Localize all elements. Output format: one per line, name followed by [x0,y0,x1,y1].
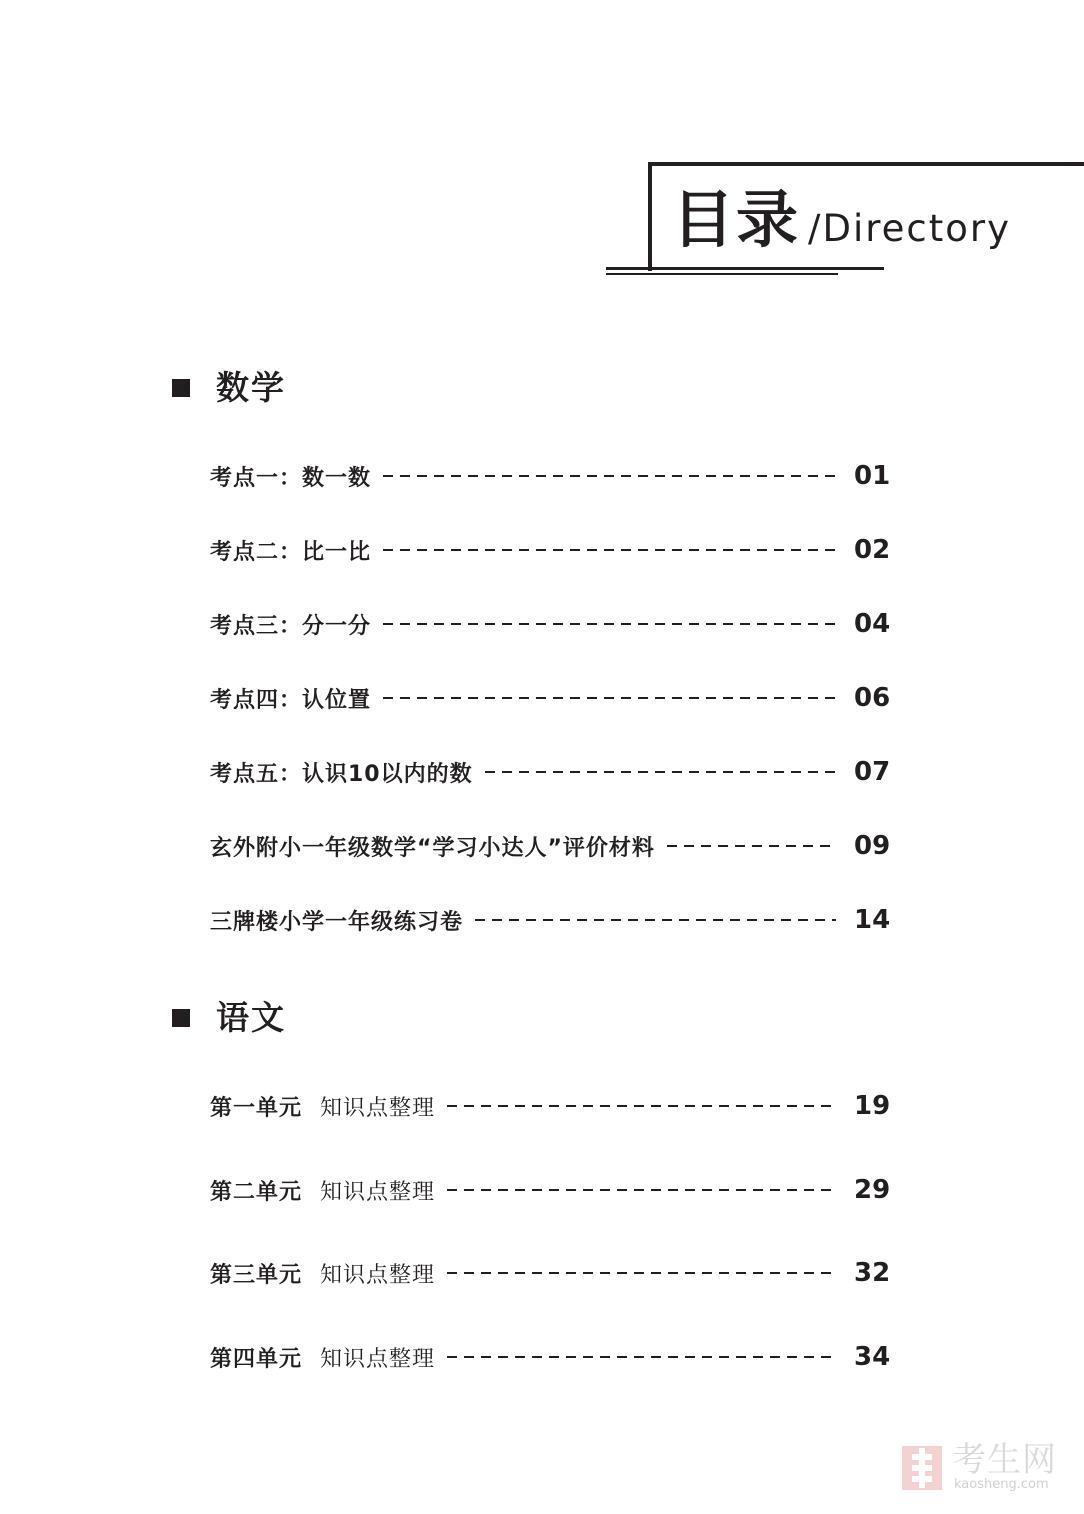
leader-dashes [383,697,836,699]
square-bullet-icon [172,379,190,397]
toc-entry[interactable] [210,532,894,568]
leader-dashes [447,1105,836,1107]
toc-entry[interactable] [210,754,894,790]
toc-entry-label [210,1258,435,1289]
header-frame-top [648,162,1084,166]
watermark-domain: kaosheng.com [954,1477,1049,1492]
toc-entry-page: 07 [854,757,891,787]
watermark-name: 考生网 [952,1440,1057,1480]
toc-entry-page: 02 [854,535,891,565]
leader-dashes [383,623,836,625]
header-underline-thin [606,273,838,275]
unit-subtitle: 知识点整理 [320,1346,436,1372]
header-underline [606,267,884,270]
header-frame-left [648,162,652,271]
leader-dashes [447,1356,836,1358]
toc-entry-page: 32 [854,1258,891,1288]
section-heading-chinese [172,996,286,1040]
toc-entry-page: 19 [854,1091,891,1121]
toc-entry-page: 01 [854,461,891,491]
toc-entry-label: 玄外附小一年级数学“学习小达人”评价材料 [210,835,655,861]
toc-entry-label: 考点三：分一分 [210,613,372,639]
leader-dashes [447,1272,836,1274]
toc-entry-page: 29 [854,1175,891,1205]
leader-dashes [447,1189,836,1191]
toc-entry-label [210,1175,435,1206]
toc-entry-label: 考点二：比一比 [210,539,372,565]
toc-entry[interactable] [210,680,894,716]
kaosheng-logo-icon [900,1444,944,1492]
toc-entry-label [210,1091,435,1122]
toc-entry[interactable] [210,1088,894,1124]
toc-entry-label: 三牌楼小学一年级练习卷 [210,909,464,935]
toc-entry[interactable] [210,458,894,494]
unit-name: 第四单元 [210,1346,303,1372]
unit-subtitle: 知识点整理 [320,1262,436,1288]
toc-entry-page: 14 [854,905,891,935]
toc-entry-label: 考点一：数一数 [210,465,372,491]
unit-subtitle: 知识点整理 [320,1179,436,1205]
toc-entry-page: 34 [854,1342,891,1372]
toc-entry-label: 考点五：认识10以内的数 [210,761,473,787]
toc-entry[interactable] [210,828,894,864]
section-heading-math [172,366,286,410]
leader-dashes [475,919,836,921]
toc-entry[interactable] [210,606,894,642]
toc-entry-page: 06 [854,683,891,713]
page-title: 目录 [672,183,801,256]
toc-entry[interactable] [210,902,894,938]
leader-dashes [485,771,836,773]
section-title: 数学 [216,368,286,407]
leader-dashes [383,475,836,477]
unit-name: 第三单元 [210,1262,303,1288]
toc-entry-label [210,1342,435,1373]
square-bullet-icon [172,1009,190,1027]
toc-entry[interactable] [210,1339,894,1375]
toc-entry-label: 考点四：认位置 [210,687,372,713]
toc-entry[interactable] [210,1172,894,1208]
watermark [900,1440,1070,1496]
unit-name: 第二单元 [210,1179,303,1205]
leader-dashes [667,845,836,847]
section-title: 语文 [216,998,286,1037]
page-subtitle: /Directory [808,207,1011,250]
toc-entry-page: 04 [854,609,891,639]
leader-dashes [383,549,836,551]
unit-name: 第一单元 [210,1095,303,1121]
unit-subtitle: 知识点整理 [320,1095,436,1121]
toc-entry-page: 09 [854,831,891,861]
toc-entry[interactable] [210,1255,894,1291]
